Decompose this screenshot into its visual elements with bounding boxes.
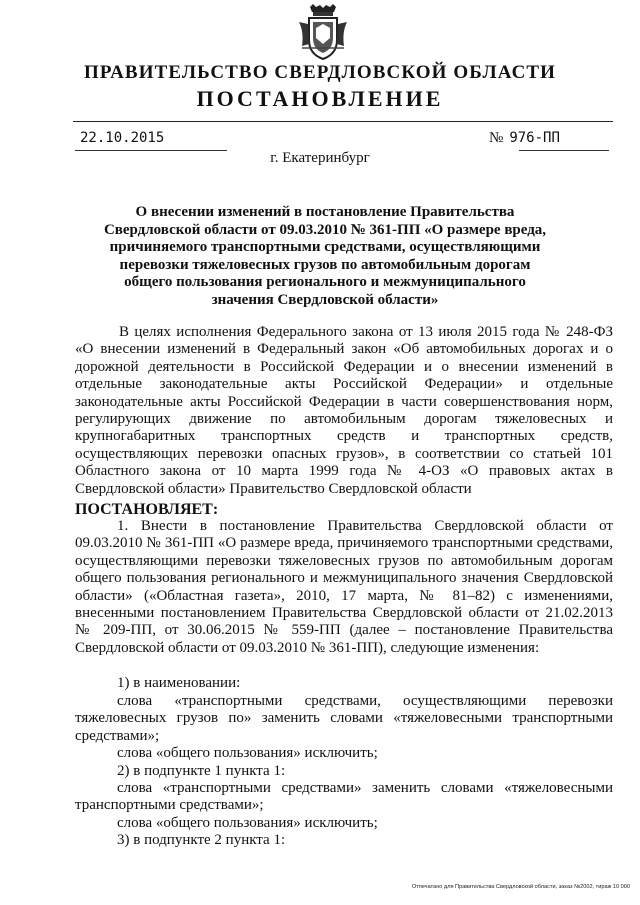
- subpoint-2-a: слова «транспортными средствами» заменить словами «тяжеловесными транспортными средствами»;: [75, 780, 613, 814]
- document-heading: О внесении изменений в постановление Правительства Свердловской области от 09.03.2010 № 361-ПП «О размере вреда, причиняемого транспортными средствами, осуществляющими перевозки тяжеловесных грузов по автомобильным дорогам общего пользования регионального и межмуниципального значения Свердловской области»: [103, 204, 547, 308]
- document-type-title: ПОСТАНОВЛЕНИЕ: [196, 86, 444, 111]
- document-number-field: [489, 130, 560, 147]
- document-city: г. Екатеринбург: [270, 150, 370, 166]
- print-footer-note: Отпечатано для Правительства Свердловской области, заказ №2002, тираж 10 000: [411, 884, 630, 890]
- subpoint-1-b: слова «общего пользования» исключить;: [117, 745, 378, 761]
- coat-of-arms-emblem: [296, 4, 350, 62]
- subpoint-2: 2) в подпункте 1 пункта 1:: [117, 763, 286, 779]
- subpoint-1-a: слова «транспортными средствами, осуществляющими перевозки тяжеловесных грузов по» заменить словами «тяжеловесными транспортными средствами»;: [75, 693, 613, 744]
- document-number: 976-ПП: [509, 130, 560, 146]
- header-divider: [73, 121, 613, 122]
- preamble-paragraph: В целях исполнения Федерального закона от 13 июля 2015 года № 248-ФЗ «О внесении изменений в Федеральный закон «Об автомобильных дорогах и о дорожной деятельности в Российской Федерации и о внесении изменений в отдельные законодательные акты Российской Федерации» и отдельные законодательные акты Российской Федерации в части совершенствования норм, регулирующих движение по автомобильным дорогам тяжеловесных и крупногабаритных транспортных средств и транспортных средств, осуществляющих перевозки опасных грузов», в соответствии со статьей 101 Областного закона от 10 марта 1999 года № 4-ОЗ «О правовых актах в Свердловской области» Правительство Свердловской области: [75, 324, 613, 497]
- organization-title: ПРАВИТЕЛЬСТВО СВЕРДЛОВСКОЙ ОБЛАСТИ: [83, 62, 557, 83]
- point-1-paragraph: 1. Внести в постановление Правительства Свердловской области от 09.03.2010 № 361-ПП «О размере вреда, причиняемого транспортными средствами, осуществляющими перевозки тяжеловесных грузов по автомобильным дорогам общего пользования регионального и межмуниципального значения Свердловской области» («Областная газета», 2010, 17 марта, № 81–82) с изменениями, внесенными постановлением Правительства Свердловской области от 21.02.2013 № 209-ПП, от 30.06.2015 № 559-ПП (далее – постановление Правительства Свердловской области от 09.03.2010 № 361-ПП), следующие изменения:: [75, 518, 613, 656]
- number-sign: №: [489, 130, 504, 146]
- subpoint-3: 3) в подпункте 2 пункта 1:: [117, 832, 286, 848]
- decree-word: ПОСТАНОВЛЯЕТ:: [75, 501, 219, 518]
- document-date: 22.10.2015: [80, 130, 165, 146]
- subpoint-1: 1) в наименовании:: [117, 675, 241, 691]
- subpoint-2-b: слова «общего пользования» исключить;: [117, 815, 378, 831]
